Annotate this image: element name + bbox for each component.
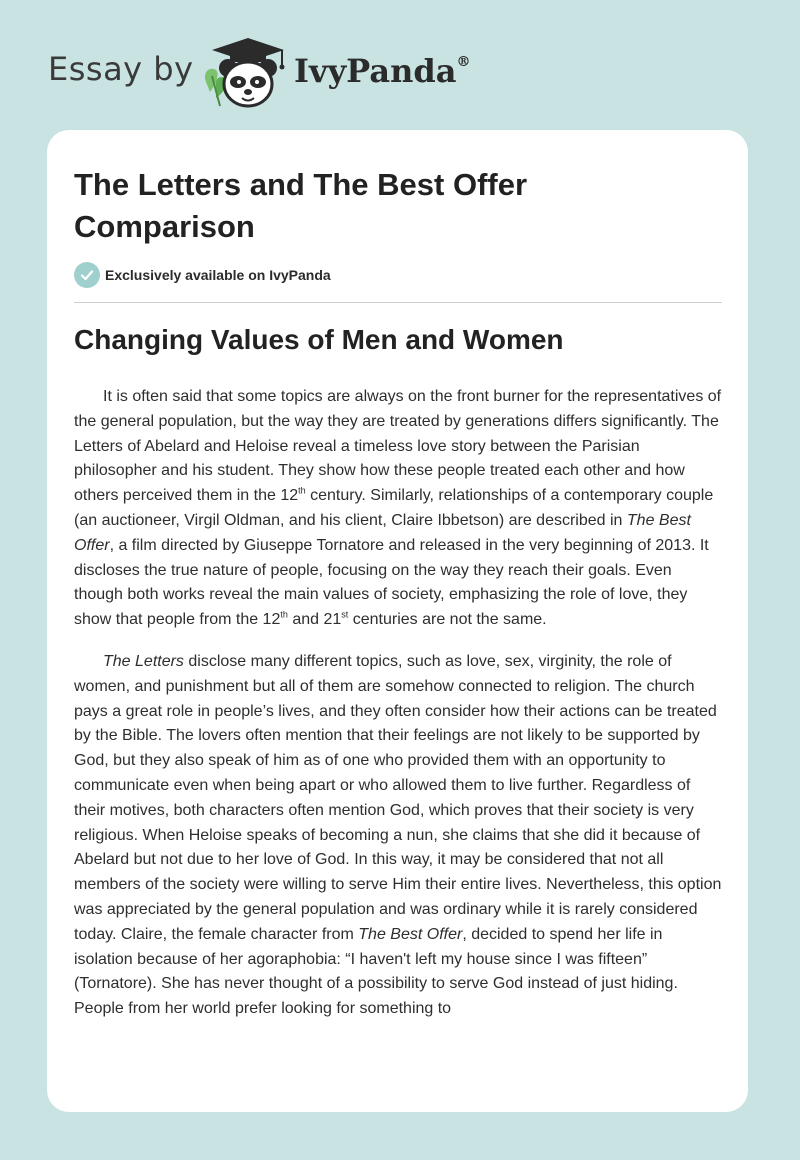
essay-card: [47, 130, 748, 1112]
panda-logo-icon[interactable]: [200, 36, 292, 110]
divider: [74, 302, 722, 303]
brand-name[interactable]: IvyPanda®: [294, 52, 471, 90]
exclusive-badge: [74, 262, 331, 288]
paragraph-2: The Letters disclose many different topics, such as love, sex, virginity, the role of women, and punishment but all of them are somehow connected to religion. The church pays a great role in people’s lives, and they often consider how their actions can be treated by the Bible. The lovers often mention that their feelings are not likely to be supported by God, but they also speak of him as of one who provided them with an opportunity to communicate even when being apart or who allowed them to live further. Regardless of their motives, both characters often mention God, which proves that their society is very religious. When Heloise speaks of becoming a nun, she claims that she did it because of Abelard but not due to her love of God. In this way, it may be considered that not all members of the society were willing to serve Him their entire lives. Nevertheless, this option was appreciated by the general population and was ordinary while it is rarely considered today. Claire, the female character from The Best Offer, decided to spend her life in isolation because of her agoraphobia: “I haven't left my house since I was fifteen” (Tornatore). She has never thought of a possibility to serve God instead of just hiding. People from her world prefer looking for something to: [74, 652, 722, 1018]
section-heading: Changing Values of Men and Women: [74, 324, 564, 355]
paragraph-1: It is often said that some topics are always on the front burner for the representatives of the general population, but the way they are treated by generations differs significantly. The Letters of Abelard and Heloise reveal a timeless love story between the Parisian philosopher and his student. They show how these people treated each other and how others perceived them in the 12th century. Similarly, relationships of a contemporary couple (an auctioneer, Virgil Oldman, and his client, Claire Ibbetson) are described in The Best Offer, a film directed by Giuseppe Tornatore and released in the very beginning of 2013. It discloses the true nature of people, focusing on the way they reach their goals. Even though both works reveal the main values of society, emphasizing the role of love, they show that people from the 12th and 21st centuries are not the same.: [74, 388, 722, 629]
brand-prefix: Essay by: [48, 50, 194, 88]
site-header: [48, 30, 508, 110]
page-title: The Letters and The Best Offer Comparison: [74, 167, 528, 244]
badge-label: Exclusively available on IvyPanda: [105, 267, 331, 283]
check-circle-icon: [74, 262, 100, 288]
essay-body: [74, 385, 724, 1039]
